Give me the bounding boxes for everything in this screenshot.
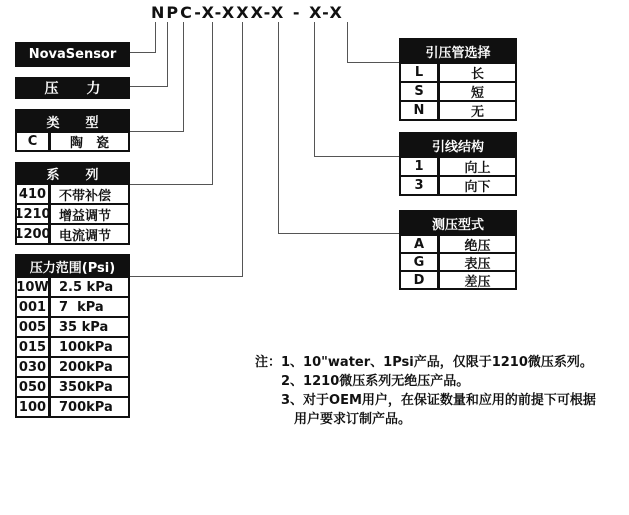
pressure-range-table: [15, 254, 130, 418]
code-cell: 050: [17, 378, 51, 396]
code-cell: C: [17, 133, 51, 150]
notes-lines: [281, 353, 596, 429]
code-cell: G: [401, 254, 440, 270]
value-cell: 向下: [464, 180, 491, 195]
table-row: [17, 396, 128, 416]
value-cell: 2.5 kPa: [59, 279, 114, 295]
value-cell: 电流调节: [59, 228, 112, 244]
note-line-4: 用户要求订制产品。: [294, 412, 412, 427]
lead-structure-table: [399, 132, 517, 196]
value-cell: 35 kPa: [59, 319, 109, 335]
code-cell: 001: [17, 298, 51, 316]
code-cell: 030: [17, 358, 51, 376]
table-row: [17, 356, 128, 376]
value-cell: 表压: [464, 256, 491, 272]
table-row: [17, 183, 128, 203]
table-row: [401, 175, 515, 194]
value-cell: 100kPa: [59, 339, 113, 355]
value-cell: 长: [470, 67, 484, 82]
value-cell: 7 kPa: [59, 299, 104, 315]
series-table-header: 系 列: [17, 164, 128, 183]
code-cell: 005: [17, 318, 51, 336]
value-cell: 350kPa: [59, 379, 113, 395]
value-cell: 700kPa: [59, 399, 113, 415]
type-table-header: 类 型: [17, 111, 128, 131]
table-row: [401, 252, 515, 270]
code-cell: 1: [401, 158, 440, 175]
table-row: [401, 100, 515, 119]
code-cell: S: [401, 83, 440, 100]
lead-structure-table-header: 引线结构: [401, 134, 515, 156]
leader-line-pipe: [347, 22, 399, 63]
code-cell: A: [401, 236, 440, 252]
table-row: [401, 234, 515, 252]
code-cell: 10W: [17, 278, 51, 296]
code-cell: 1210: [14, 206, 51, 222]
code-cell: 410: [17, 185, 51, 203]
measurement-type-table-header: 测压型式: [401, 212, 515, 234]
notes-label: 注：: [255, 355, 282, 370]
brand-label-box: NovaSensor: [15, 42, 130, 67]
part-number-title: NPC-X-XXX-X - X-X: [151, 3, 344, 22]
table-row: [401, 270, 515, 288]
table-row: [14, 203, 128, 224]
note-line-1: 1、10"water、1Psi产品，仅限于1210微压系列。: [281, 355, 593, 370]
leader-line-range: [130, 22, 243, 277]
pipe-selection-table-header: 引压管选择: [401, 40, 515, 62]
notes: [255, 353, 596, 429]
value-cell: 短: [470, 86, 484, 101]
value-cell: 绝压: [464, 238, 491, 254]
code-cell: L: [401, 64, 440, 81]
value-cell: 向上: [464, 161, 491, 176]
series-table: [15, 162, 130, 245]
value-cell: 200kPa: [59, 359, 113, 375]
table-row: [401, 81, 515, 100]
type-table: [15, 109, 130, 152]
table-row: [17, 336, 128, 356]
table-row: [14, 223, 128, 244]
pipe-selection-table: [399, 38, 517, 121]
value-cell: 增益调节: [59, 208, 112, 224]
code-cell: 100: [17, 398, 51, 416]
value-cell: 无: [470, 105, 484, 120]
table-row: [17, 296, 128, 316]
table-row: [17, 131, 128, 150]
code-cell: 3: [401, 177, 440, 194]
table-row: [17, 376, 128, 396]
note-line-3: 3、对于OEM用户，在保证数量和应用的前提下可根据: [281, 393, 596, 408]
code-cell: N: [401, 102, 440, 119]
value-cell: 差压: [464, 274, 491, 290]
pressure-label-box: 压 力: [15, 77, 130, 99]
table-row: [401, 156, 515, 175]
table-row: [17, 276, 128, 296]
code-cell: 015: [17, 338, 51, 356]
table-row: [17, 316, 128, 336]
code-cell: D: [401, 272, 440, 288]
value-cell: 不带补偿: [59, 188, 112, 204]
code-cell: 1200: [14, 226, 51, 242]
measurement-type-table: [399, 210, 517, 290]
pressure-range-table-header: 压力范围(Psi): [17, 256, 128, 276]
note-line-2: 2、1210微压系列无绝压产品。: [281, 374, 470, 389]
value-cell: 陶 瓷: [69, 136, 109, 151]
table-row: [401, 62, 515, 81]
